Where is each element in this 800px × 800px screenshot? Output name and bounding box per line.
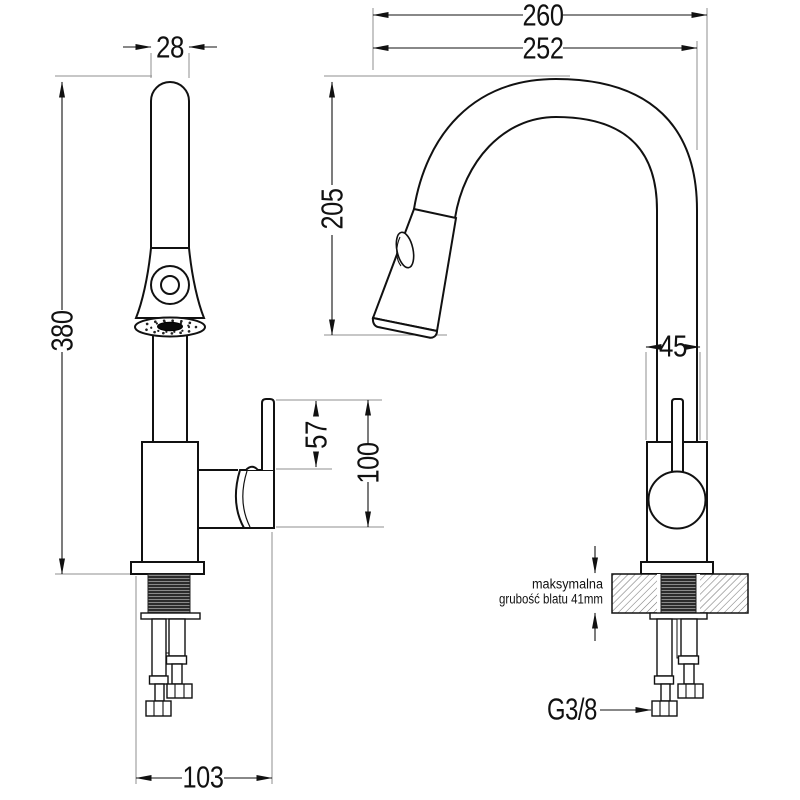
supply-hoses-front [146, 619, 192, 716]
dim-spout-width [123, 30, 217, 65]
mount-dome [246, 467, 258, 470]
worktop-note-line2: grubość blatu 41mm [499, 591, 603, 607]
thread-callout [547, 692, 651, 727]
dim-total-height-label: 380 [44, 301, 80, 352]
base-flange-front [131, 562, 204, 574]
dim-arc-height [315, 82, 350, 335]
dim-handle-top-offset [299, 401, 334, 467]
gooseneck-outer-wall [414, 79, 697, 442]
riser-pipe-front [153, 330, 187, 442]
dim-reach-total-label: 260 [522, 0, 564, 33]
dim-arc-height-label: 205 [314, 179, 350, 230]
front-view [131, 82, 274, 716]
mounting-washer-front [141, 613, 200, 619]
dim-reach-total [373, 0, 707, 33]
worktop-thickness-note [499, 546, 603, 641]
dim-rear-offset-label: 45 [659, 328, 687, 364]
dim-handle-span-label: 100 [350, 433, 386, 484]
thread-callout-label: G3/8 [547, 691, 597, 727]
ball-joint [649, 472, 706, 529]
handle-lever-front [262, 399, 274, 470]
dim-spout-width-label: 28 [156, 29, 184, 65]
mounting-washer-side [650, 613, 707, 619]
countertop-slab [612, 574, 748, 613]
dim-rear-offset [646, 329, 700, 364]
dim-reach-spout [373, 31, 697, 66]
dimensions [45, 0, 708, 795]
base-flange-side [641, 562, 713, 574]
handle-mount-front [236, 470, 274, 528]
dim-handle-span [351, 400, 386, 527]
spray-button-inner [161, 276, 179, 294]
spout-pipe-front [151, 82, 189, 248]
dim-base-span [136, 760, 272, 795]
dim-base-span-label: 103 [182, 759, 224, 795]
dim-handle-top-offset-label: 57 [298, 415, 334, 449]
side-view [373, 79, 748, 716]
dim-reach-spout-label: 252 [522, 30, 564, 66]
dim-total-height [45, 82, 80, 574]
handle-lever-side [672, 399, 683, 472]
worktop-note-line1: maksymalna [532, 576, 604, 592]
faucet-body-front [142, 442, 198, 562]
threaded-shank-front [148, 574, 190, 613]
aerator-face [135, 318, 205, 337]
gooseneck-inner-wall [455, 117, 657, 442]
spray-head-side [373, 209, 456, 331]
